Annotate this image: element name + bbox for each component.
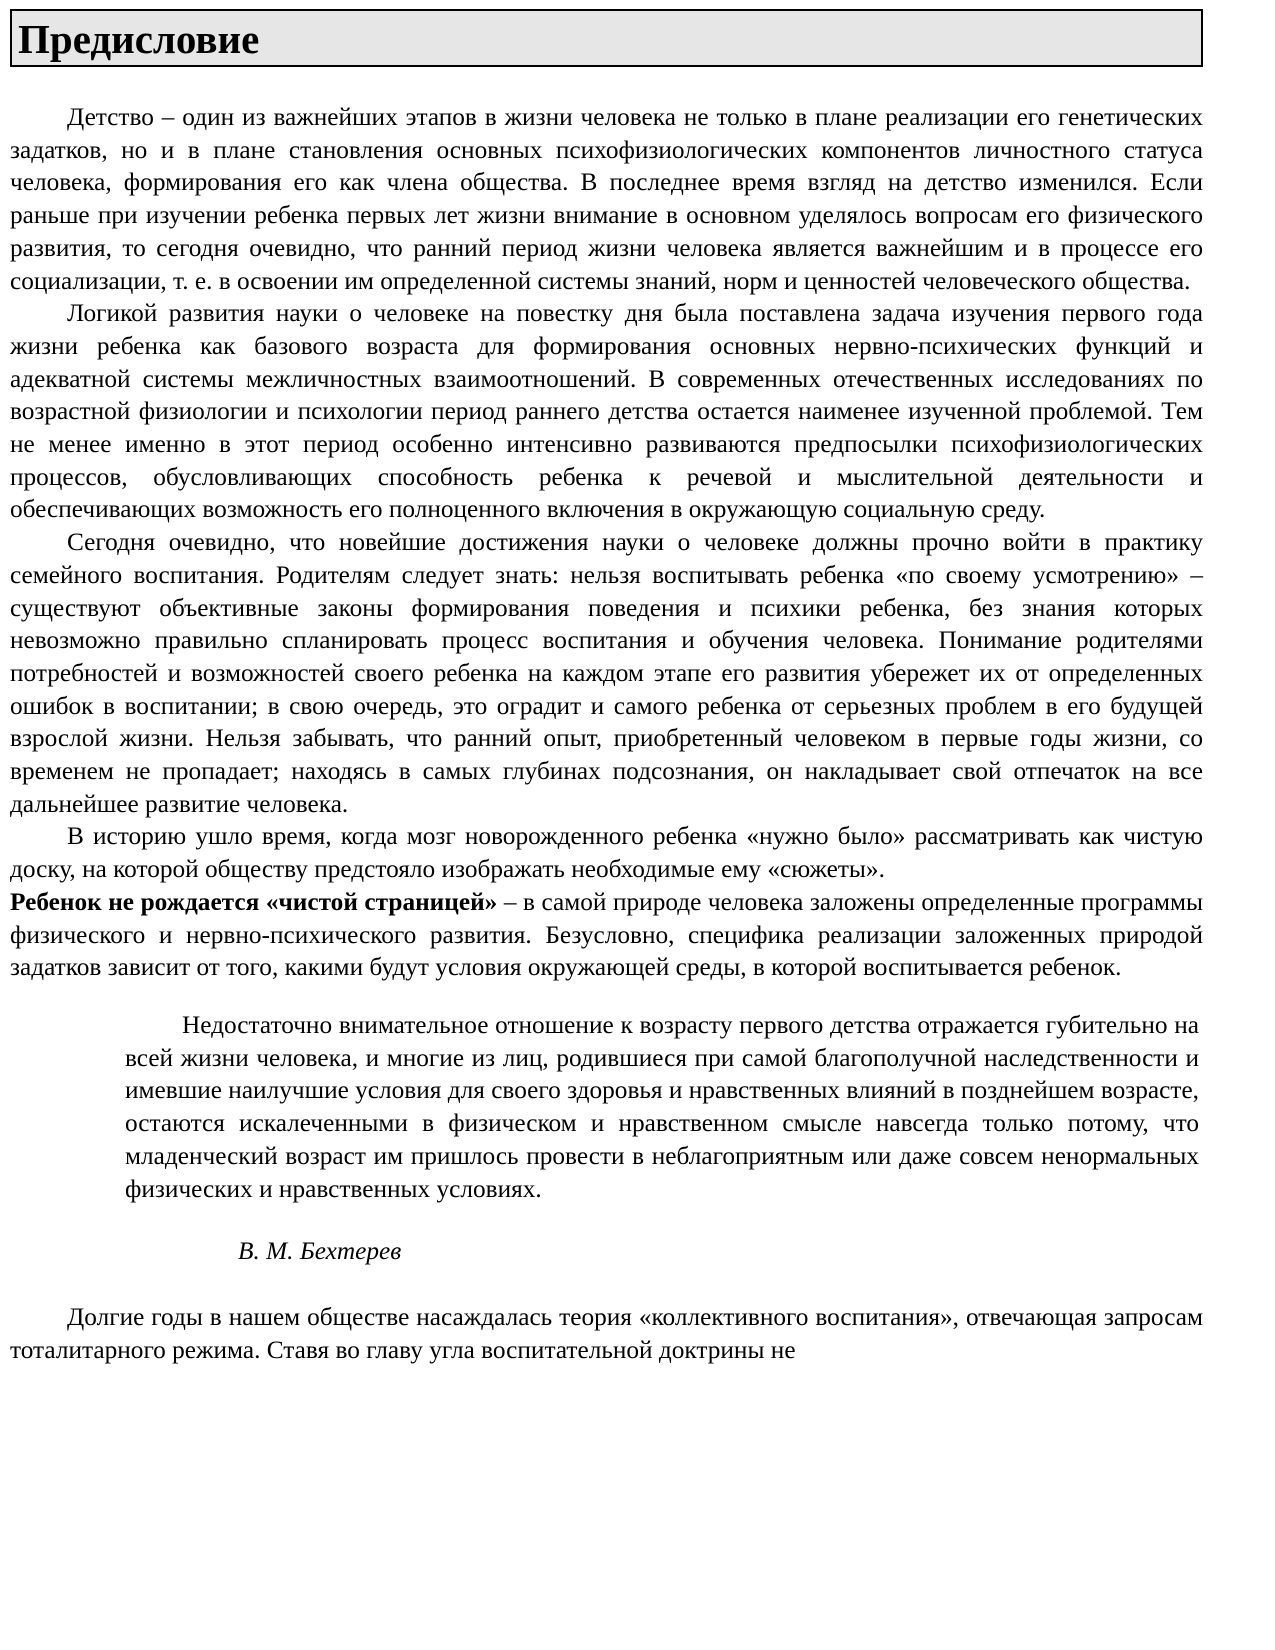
paragraph-blank-page — [10, 820, 1203, 984]
paragraph-childhood: Детство – один из важнейших этапов в жизни человека не только в плане реализации его генетических задатков, но и в плане становления основных психофизиологических компонентов личностного статуса человека, формирования его как члена общества. В последнее время взгляд на детство изменился. Если раньше при изучении ребенка первых лет жизни внимание в основном уделялось вопросам его физического развития, то сегодня очевидно, что ранний период жизни человека является важнейшим и в процессе его социализации, т. е. в освоении им определенной системы знаний, норм и ценностей человеческого общества. — [10, 103, 1203, 295]
paragraph-text: В историю ушло время, когда мозг новорожденного ребенка «нужно было» рассматривать как чистую доску, на которой обществу предстояло изображать необходимые ему «сюжеты». — [10, 822, 1203, 884]
paragraph-collective-upbringing: Долгие годы в нашем обществе насаждалась теория «коллективного воспитания», отвечающая запросам тоталитарного режима. Ставя во главу угла воспитательной доктрины не — [10, 1302, 1203, 1364]
paragraph-family-upbringing: Сегодня очевидно, что новейшие достижения науки о человеке должны прочно войти в практику семейного воспитания. Родителям следует знать: нельзя воспитывать ребенка «по своему усмотрению» – существуют объективные законы формирования поведения и психики ребенка, без знания которых невозможно правильно спланировать процесс воспитания и обучения человека. Понимание родителями потребностей и возможностей своего ребенка на каждом этапе его развития убережет их от определенных ошибок в воспитании; в свою очередь, это оградит и самого ребенка от серьезных проблем в его будущей взрослой жизни. Нельзя забывать, что ранний опыт, приобретенный человеком в первые годы жизни, со временем не пропадает; находясь в самых глубинах подсознания, он накладывает свой отпечаток на все дальнейшее развитие человека. — [10, 528, 1203, 818]
paragraph-logic-of-science: Логикой развития науки о человеке на повестку дня была поставлена задача изучения первого года жизни ребенка как базового возраста для формирования основных нервно-психических функций и адекватной системы межличностных взаимоотношений. В современных отечественных исследованиях по возрастной физиологии и психологии период раннего детства остается наименее изученной проблемой. Тем не менее именно в этот период особенно интенсивно развиваются предпосылки психофизиологических процессов, обусловливающих способность ребенка к речевой и мыслительной деятельности и обеспечивающих возможность его полноценного включения в окружающую социальную среду. — [10, 299, 1203, 524]
bold-phrase: Ребенок не рождается «чистой страницей» — [10, 887, 498, 916]
quote-author: В. М. Бехтерев — [238, 1237, 402, 1266]
epigraph-quote: Недостаточно внимательное отношение к возрасту первого детства отражается губительно на всей жизни человека, и многие из лиц, родившиеся при самой благополучной наследственности и имевшие наилучшие условия для своего здоровья и нравственных влияний в позднейшем возрасте, остаются искалеченными в физическом и нравственном смысле навсегда только потому, что младенческий возраст им пришлось провести в неблагоприятным или даже совсем ненормальных физических и нравственных условиях. — [125, 1010, 1199, 1203]
heading-box — [10, 9, 1203, 67]
page-title: Предисловие — [18, 16, 260, 62]
paragraph-text: – в самой природе человека заложены определенные программы физического и нервно-психического развития. Безусловно, специфика реализации заложенных природой задатков зависит от того, какими будут условия окружающей среды, в которой воспитывается ребенок. — [10, 887, 1203, 982]
